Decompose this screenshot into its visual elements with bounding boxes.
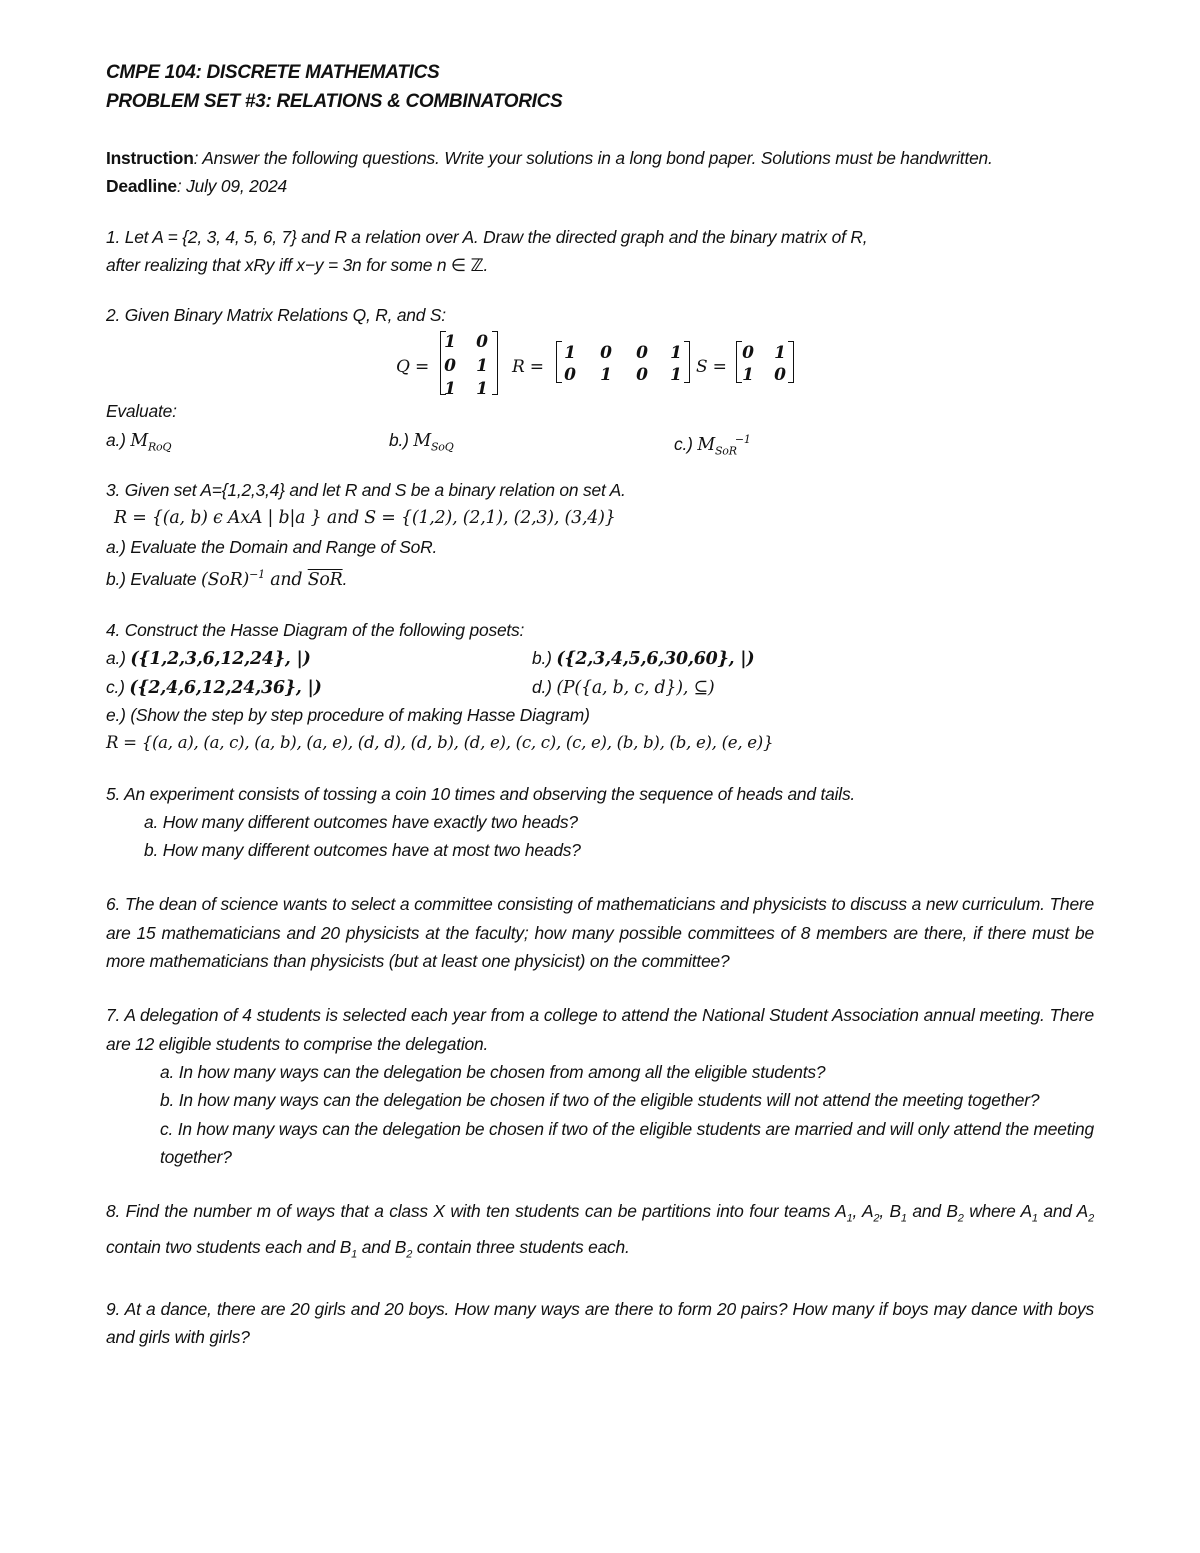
matrix-r-cell: 1 bbox=[600, 365, 612, 386]
q2-b-sub: SoQ bbox=[430, 440, 454, 454]
q8-text: , A bbox=[852, 1201, 874, 1222]
question-2 bbox=[106, 301, 1094, 458]
q8-text: , B bbox=[879, 1201, 901, 1222]
q8-sub: 2 bbox=[1088, 1212, 1094, 1225]
q8-text: where A bbox=[963, 1201, 1032, 1222]
q2-intro: 2. Given Binary Matrix Relations Q, R, and S: bbox=[106, 305, 446, 326]
matrix-r-cell: 0 bbox=[636, 365, 648, 386]
matrix-r-right-bracket bbox=[684, 341, 690, 383]
q3-part-a: a.) Evaluate the Domain and Range of SoR. bbox=[106, 536, 438, 557]
q8-sub: 2 bbox=[406, 1248, 413, 1261]
q7-intro: 7. A delegation of 4 students is selected each year from a college to attend the National Student Association annual meeting. There are 12 eligible students to comprise the delegation. bbox=[106, 1005, 1094, 1054]
matrix-q-cell: 0 bbox=[476, 332, 488, 353]
question-9: 9. At a dance, there are 20 girls and 20 boys. How many ways are there to form 20 pairs? How many if boys may dance with boys and girls with girls? bbox=[106, 1298, 1094, 1347]
matrix-q-cell: 1 bbox=[476, 379, 488, 400]
q4-part-e: e.) (Show the step by step procedure of making Hasse Diagram) bbox=[106, 704, 590, 725]
q8-text: contain two students each and B bbox=[106, 1236, 352, 1257]
question-6: 6. The dean of science wants to select a committee consisting of mathematicians and physicists to discuss a new curriculum. There are 15 mathematicians and 20 physicists at the faculty; how many possible committees of 8 members are there, if there must be more mathematicians than physicists (but at least one physicist) on the committee? bbox=[106, 894, 1094, 972]
course-title: CMPE 104: DISCRETE MATHEMATICS bbox=[106, 62, 440, 83]
q8-text: and B bbox=[357, 1236, 407, 1257]
deadline-text: : July 09, 2024 bbox=[176, 176, 288, 197]
q3-b-and: and bbox=[264, 569, 308, 590]
q8-sub: 2 bbox=[957, 1212, 964, 1225]
q8-sub: 1 bbox=[900, 1212, 907, 1225]
matrix-r-cell: 0 bbox=[600, 343, 612, 364]
q8-sub: 1 bbox=[846, 1212, 853, 1225]
q4-c-set: ({2,4,6,12,24,36}, |) bbox=[129, 677, 322, 698]
q2-c-sub: SoR bbox=[714, 444, 737, 458]
matrix-s-cell: 0 bbox=[774, 365, 786, 386]
q4-option-c bbox=[106, 673, 322, 702]
instruction-label: Instruction bbox=[106, 148, 194, 168]
q4-option-d bbox=[532, 673, 714, 702]
q4-a-prefix: a.) bbox=[106, 648, 131, 669]
q1-line2 bbox=[106, 251, 1094, 279]
q3-line1: 3. Given set A={1,2,3,4} and let R and S be a binary relation on set A. bbox=[106, 480, 626, 501]
q2-b-prefix: b.) bbox=[389, 429, 414, 450]
q7-part-c: c. In how many ways can the delegation be chosen if two of the eligible students are married and will only attend the meeting together? bbox=[160, 1118, 1094, 1167]
q2-c-prefix: c.) bbox=[674, 433, 698, 454]
q3-b-end: . bbox=[342, 568, 348, 589]
q8-text: and A bbox=[1037, 1201, 1089, 1222]
matrix-q-label: Q = bbox=[396, 357, 429, 378]
q7-part-a: a. In how many ways can the delegation be chosen from among all the eligible students? bbox=[160, 1061, 826, 1082]
q3-b-inverse-sup: −1 bbox=[249, 567, 265, 581]
matrix-r-cell: 1 bbox=[670, 365, 682, 386]
q4-b-set: ({2,3,4,5,6,30,60}, |) bbox=[556, 649, 755, 670]
q2-a-prefix: a.) bbox=[106, 429, 131, 450]
matrix-r-cell: 1 bbox=[670, 343, 682, 364]
matrix-r-label: R = bbox=[512, 357, 544, 378]
matrix-q-cell: 0 bbox=[444, 356, 456, 377]
q8-text: and B bbox=[906, 1201, 958, 1222]
q4-relation: R = {(a, a), (a, c), (a, b), (a, e), (d, d), (d, b), (d, e), (c, c), (c, e), (b, b), (b, e), (e, e)} bbox=[106, 733, 774, 753]
question-5 bbox=[106, 780, 1094, 865]
q4-b-prefix: b.) bbox=[532, 648, 557, 669]
q5-intro: 5. An experiment consists of tossing a coin 10 times and observing the sequence of heads and tails. bbox=[106, 783, 856, 804]
matrix-q-cell: 1 bbox=[444, 332, 456, 353]
question-1 bbox=[106, 223, 1094, 280]
q2-b-m: M bbox=[413, 430, 431, 451]
q1-line2-end: . bbox=[483, 254, 489, 275]
integers-symbol: ℤ bbox=[470, 254, 484, 275]
matrix-s-cell: 1 bbox=[774, 343, 786, 364]
q2-a-m: M bbox=[130, 430, 148, 451]
problem-set-title: PROBLEM SET #3: RELATIONS & COMBINATORICS bbox=[106, 91, 563, 112]
matrix-q-cell: 1 bbox=[476, 356, 488, 377]
q3-line2: R = {(a, b) ϵ AxA | b|a } and S = {(1,2), (2,1), (2,3), (3,4)} bbox=[114, 508, 616, 529]
matrix-q-cell: 1 bbox=[444, 379, 456, 400]
deadline bbox=[106, 172, 1094, 200]
q3-b-prefix: b.) Evaluate bbox=[106, 568, 202, 589]
q2-c-sup: −1 bbox=[734, 432, 751, 446]
q1-line1: 1. Let A = {2, 3, 4, 5, 6, 7} and R a relation over A. Draw the directed graph and the binary matrix of R, bbox=[106, 226, 868, 247]
q4-a-set: ({1,2,3,6,12,24}, |) bbox=[130, 649, 311, 670]
deadline-label: Deadline bbox=[106, 176, 177, 197]
matrix-s-label: S = bbox=[696, 357, 727, 378]
q4-option-b bbox=[532, 644, 754, 673]
q2-c-m: M bbox=[697, 434, 715, 455]
instruction bbox=[106, 144, 1094, 172]
matrix-r-cell: 0 bbox=[564, 365, 576, 386]
matrix-group bbox=[106, 331, 1094, 400]
matrix-s-cell: 0 bbox=[742, 343, 754, 364]
q1-line2-text: after realizing that xRy iff x−y = 3n for some n ∈ bbox=[106, 254, 471, 275]
q5-part-a: a. How many different outcomes have exactly two heads? bbox=[144, 811, 578, 832]
q3-b-inverse: (SoR) bbox=[201, 569, 250, 590]
q4-option-a bbox=[106, 644, 311, 673]
q3-b-complement: $\overline{SoR}$ bbox=[307, 569, 343, 590]
q4-d-prefix: d.) bbox=[532, 676, 557, 697]
q2-a-sub: RoQ bbox=[147, 440, 172, 454]
q4-c-prefix: c.) bbox=[106, 676, 130, 697]
q4-row-cd bbox=[106, 673, 1094, 701]
q8-sub: 2 bbox=[873, 1212, 880, 1225]
q4-intro: 4. Construct the Hasse Diagram of the following posets: bbox=[106, 620, 525, 641]
q8-sub: 1 bbox=[1031, 1212, 1038, 1225]
q4-row-ab bbox=[106, 644, 1094, 672]
matrix-q-right-bracket bbox=[492, 331, 498, 395]
matrix-r-cell: 0 bbox=[636, 343, 648, 364]
q2-option-c bbox=[674, 426, 751, 466]
question-8 bbox=[106, 1197, 1094, 1269]
matrix-r-cell: 1 bbox=[564, 343, 576, 364]
instruction-text: : Answer the following questions. Write your solutions in a long bond paper. Solutions must be handwritten. bbox=[193, 148, 993, 168]
question-3 bbox=[106, 476, 1094, 594]
q8-sub: 1 bbox=[351, 1248, 358, 1261]
matrix-s-cell: 1 bbox=[742, 365, 754, 386]
q8-text: 8. Find the number m of ways that a class X with ten students can be partitions into four teams A bbox=[106, 1201, 847, 1222]
document-page bbox=[106, 58, 1094, 1351]
q2-evaluate: Evaluate: bbox=[106, 401, 177, 422]
q5-part-b: b. How many different outcomes have at most two heads? bbox=[144, 840, 581, 861]
q8-text: contain three students each. bbox=[412, 1236, 630, 1257]
q7-part-b: b. In how many ways can the delegation be chosen if two of the eligible students will not attend the meeting together? bbox=[160, 1090, 1040, 1111]
matrix-s-right-bracket bbox=[788, 341, 794, 383]
question-7 bbox=[106, 1001, 1094, 1171]
q2-option-a bbox=[106, 426, 171, 462]
question-4 bbox=[106, 616, 1094, 757]
q2-option-b bbox=[389, 426, 454, 462]
q3-part-b bbox=[106, 561, 1094, 594]
q4-d-set: (P({a, b, c, d}), ⊆) bbox=[556, 677, 715, 698]
q2-options bbox=[106, 426, 1094, 458]
